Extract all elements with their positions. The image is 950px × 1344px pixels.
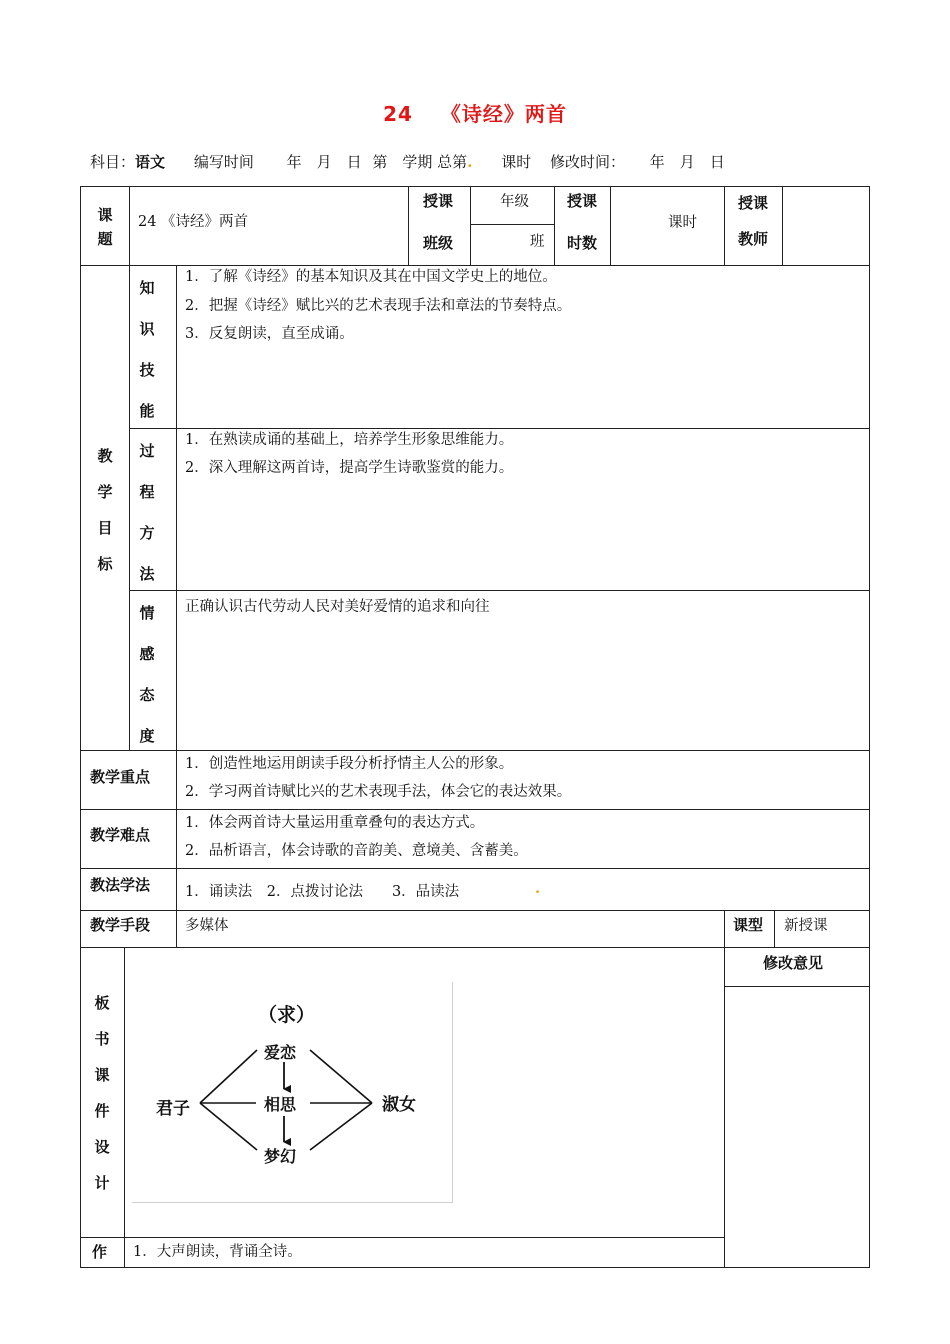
hours-label-top: 授课	[567, 192, 598, 210]
title-text: 《诗经》两首	[440, 102, 567, 126]
line-left-top	[200, 1050, 257, 1103]
written-label: 编写时间	[193, 153, 254, 171]
emotion-label: 情 感 态 度	[139, 604, 155, 745]
difficulty-item: 2．品析语言，体会诗歌的音韵美、意境美、含蓄美。	[185, 843, 528, 859]
homework-label: 作	[92, 1243, 108, 1261]
board-diagram	[132, 982, 453, 1203]
lesson-type-label: 课型	[733, 916, 764, 934]
ban-text: 班	[530, 234, 545, 250]
homework-value: 1．大声朗读，背诵全诗。	[133, 1244, 302, 1260]
line-left-bottom	[200, 1103, 257, 1150]
line-right-top	[310, 1050, 372, 1103]
emotion-item: 正确认识古代劳动人民对美好爱情的追求和向往	[185, 599, 490, 615]
methods-value: 1．诵读法 2．点拨讨论法 3．品读法	[185, 884, 460, 900]
meta-line	[90, 151, 725, 172]
modify-label: 修改时间：	[550, 153, 626, 171]
term-text: 第 学期 总第	[372, 153, 468, 171]
topic-label: 课 题	[97, 206, 113, 248]
process-item: 1．在熟读成诵的基础上，培养学生形象思维能力。	[185, 432, 514, 448]
revise-label: 修改意见	[763, 954, 824, 972]
key-point-item: 1．创造性地运用朗读手段分析抒情主人公的形象。	[185, 756, 514, 772]
methods-dot: .	[535, 880, 541, 897]
topic-value: 24 《诗经》两首	[138, 214, 249, 230]
knowledge-item: 2．把握《诗经》赋比兴的艺术表现手法和章法的节奏特点。	[185, 298, 572, 314]
knowledge-label: 知 识 技 能	[139, 279, 155, 420]
process-item: 2．深入理解这两首诗，提高学生诗歌鉴赏的能力。	[185, 460, 514, 476]
means-label: 教学手段	[90, 916, 151, 934]
written-date: 年 月 日	[286, 153, 362, 171]
diagram-top-label: （求）	[258, 1004, 316, 1026]
class-label-bottom: 班级	[423, 234, 454, 252]
objectives-label: 教 学 目 标	[97, 447, 113, 573]
grade-text: 年级	[500, 194, 529, 210]
lesson-label: 课时	[501, 153, 532, 171]
subject-label: 科目：	[90, 153, 136, 171]
teacher-label-bottom: 教师	[738, 230, 769, 248]
hours-value: 课时	[668, 215, 697, 231]
key-point-item: 2．学习两首诗赋比兴的艺术表现手法，体会它的表达效果。	[185, 784, 572, 800]
board-label: 板 书 课 件 设 计	[94, 994, 110, 1192]
methods-label: 教法学法	[90, 876, 151, 894]
difficulties-label: 教学难点	[90, 826, 151, 844]
page-title	[0, 98, 950, 127]
diagram-node-lady: 淑女	[382, 1095, 416, 1115]
means-value: 多媒体	[185, 918, 229, 934]
knowledge-item: 3．反复朗读，直至成诵。	[185, 326, 354, 342]
key-points-label: 教学重点	[90, 768, 151, 786]
difficulty-item: 1．体会两首诗大量运用重章叠句的表达方式。	[185, 815, 485, 831]
hours-label-bottom: 时数	[567, 234, 598, 252]
knowledge-item: 1．了解《诗经》的基本知识及其在中国文学史上的地位。	[185, 269, 557, 285]
class-label-top: 授课	[423, 192, 454, 210]
diagram-node-dream: 梦幻	[264, 1147, 297, 1166]
line-right-bottom	[310, 1103, 372, 1150]
teacher-label-top: 授课	[738, 194, 769, 212]
title-number: 24	[383, 102, 413, 126]
modify-date: 年 月 日	[649, 153, 725, 171]
diagram-node-longing: 相思	[264, 1095, 297, 1114]
diagram-node-gentleman: 君子	[156, 1099, 190, 1119]
process-label: 过 程 方 法	[139, 442, 155, 583]
lesson-type-value: 新授课	[784, 918, 828, 934]
diagram-node-love: 爱恋	[264, 1043, 297, 1062]
subject-value: 语文	[135, 153, 166, 171]
meta-dot: .	[467, 153, 473, 171]
